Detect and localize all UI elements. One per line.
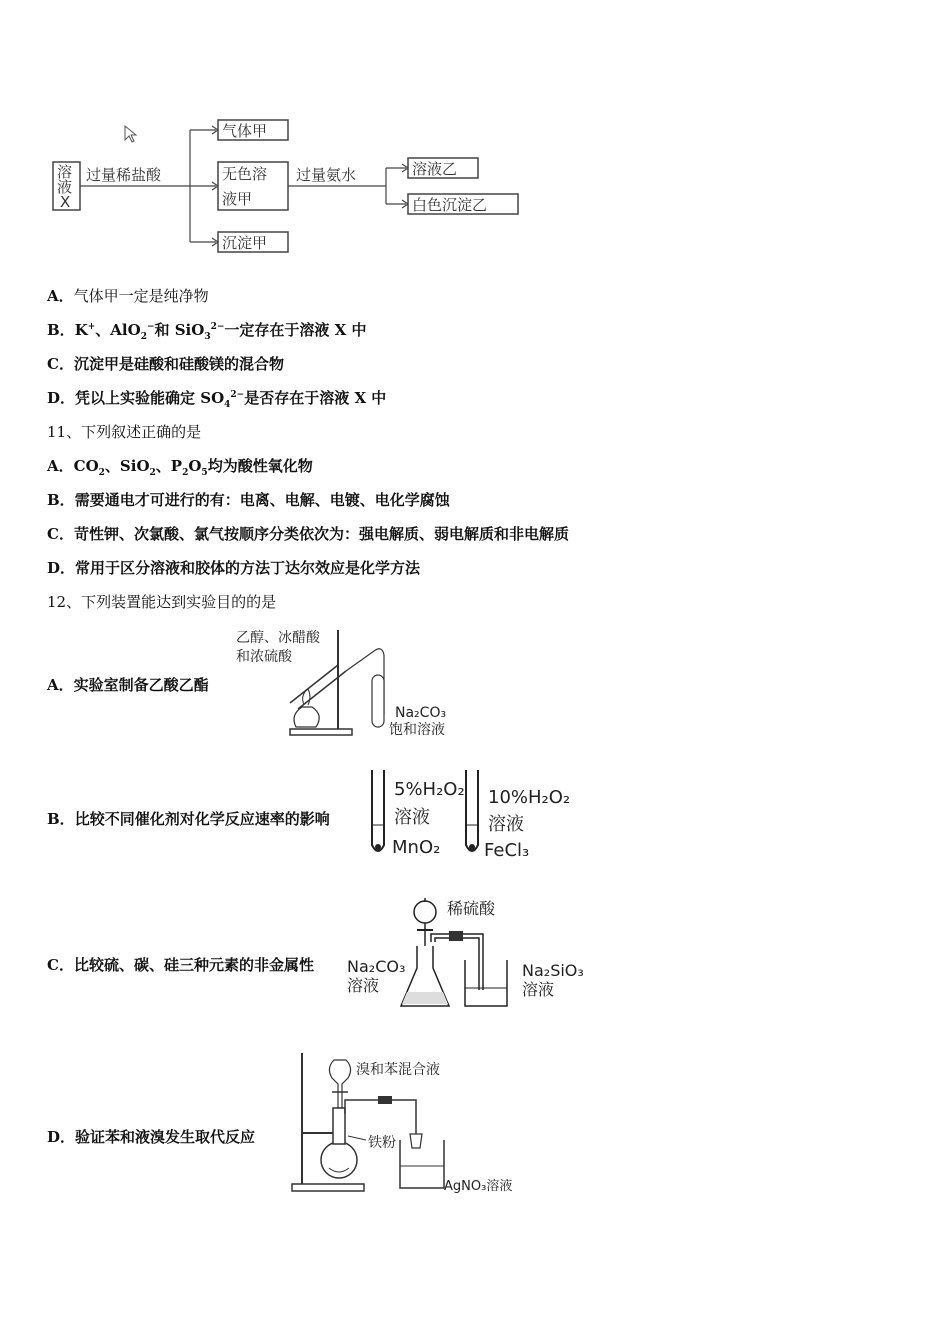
flow-precipitate: 沉淀甲 — [222, 234, 268, 252]
q10-option-a: A．气体甲一定是纯净物 — [47, 287, 209, 305]
svg-text:MnO₂: MnO₂ — [392, 837, 441, 858]
apparatus-b-tubes — [362, 765, 572, 865]
flowchart-diagram — [40, 110, 540, 260]
svg-text:溶液: 溶液 — [394, 807, 430, 828]
svg-text:溶液: 溶液 — [347, 976, 380, 995]
q12-stem: 12、下列装置能达到实验目的的是 — [47, 593, 277, 611]
flow-solution-2: 液甲 — [222, 190, 253, 208]
q12-option-c: C．比较硫、碳、硅三种元素的非金属性 — [47, 956, 314, 974]
apparatus-c-acid — [345, 890, 595, 1015]
svg-text:AgNO₃溶液: AgNO₃溶液 — [444, 1179, 513, 1194]
q11-stem: 11、下列叙述正确的是 — [47, 423, 202, 441]
svg-text:Na₂CO₃: Na₂CO₃ — [347, 957, 406, 976]
svg-text:Na₂SiO₃: Na₂SiO₃ — [522, 961, 584, 980]
svg-text:FeCl₃: FeCl₃ — [484, 840, 530, 861]
svg-text:5%H₂O₂: 5%H₂O₂ — [394, 779, 465, 800]
q11-option-c: C．苛性钾、次氯酸、氯气按顺序分类依次为：强电解质、弱电解质和非电解质 — [47, 525, 569, 543]
svg-text:Na₂CO₃: Na₂CO₃ — [395, 705, 447, 721]
svg-text:稀硫酸: 稀硫酸 — [447, 899, 496, 918]
flow-arrow2-label: 过量氨水 — [296, 166, 357, 184]
svg-text:溶液: 溶液 — [522, 980, 555, 999]
svg-text:溴和苯混合液: 溴和苯混合液 — [356, 1062, 440, 1078]
svg-text:和浓硫酸: 和浓硫酸 — [236, 649, 292, 665]
q11-option-a: A．$CO_2$、SiO$_2$、$P_2O_5$均为酸性氧化物 — [47, 457, 313, 478]
flow-result-precipitate: 白色沉淀乙 — [412, 196, 488, 214]
flow-gas: 气体甲 — [222, 122, 268, 140]
cursor-icon — [125, 126, 136, 142]
q12-option-b: B．比较不同催化剂对化学反应速率的影响 — [47, 810, 330, 828]
q12-option-d: D．验证苯和液溴发生取代反应 — [47, 1128, 256, 1146]
apparatus-a-ester — [232, 625, 472, 740]
q10-option-c: C．沉淀甲是硅酸和硅酸镁的混合物 — [47, 355, 284, 373]
q11-option-d: D．常用于区分溶液和胶体的方法丁达尔效应是化学方法 — [47, 559, 421, 577]
apparatus-d-bromination — [282, 1048, 532, 1198]
flow-solution-1: 无色溶 — [222, 165, 268, 183]
flow-start-3: X — [60, 193, 71, 211]
flow-result-solution: 溶液乙 — [412, 160, 458, 178]
svg-text:饱和溶液: 饱和溶液 — [389, 722, 445, 738]
flow-start-2: 液 — [57, 178, 73, 196]
svg-text:溶液: 溶液 — [488, 814, 524, 835]
q12-option-a: A．实验室制备乙酸乙酯 — [47, 676, 209, 694]
svg-text:10%H₂O₂: 10%H₂O₂ — [488, 787, 571, 808]
flow-start-1: 溶 — [57, 163, 73, 181]
q10-option-b: B．K+、AlO$_2$−和 SiO$_3^{2-}$一定存在于溶液 X 中 — [47, 321, 367, 342]
svg-text:铁粉: 铁粉 — [368, 1135, 396, 1151]
svg-text:乙醇、冰醋酸: 乙醇、冰醋酸 — [236, 630, 320, 646]
flow-arrow1-label: 过量稀盐酸 — [86, 166, 162, 184]
q11-option-b: B．需要通电才可进行的有：电离、电解、电镀、电化学腐蚀 — [47, 491, 450, 509]
q10-option-d: D．凭以上实验能确定 $SO_4^{2-}$是否存在于溶液 X 中 — [47, 389, 387, 410]
